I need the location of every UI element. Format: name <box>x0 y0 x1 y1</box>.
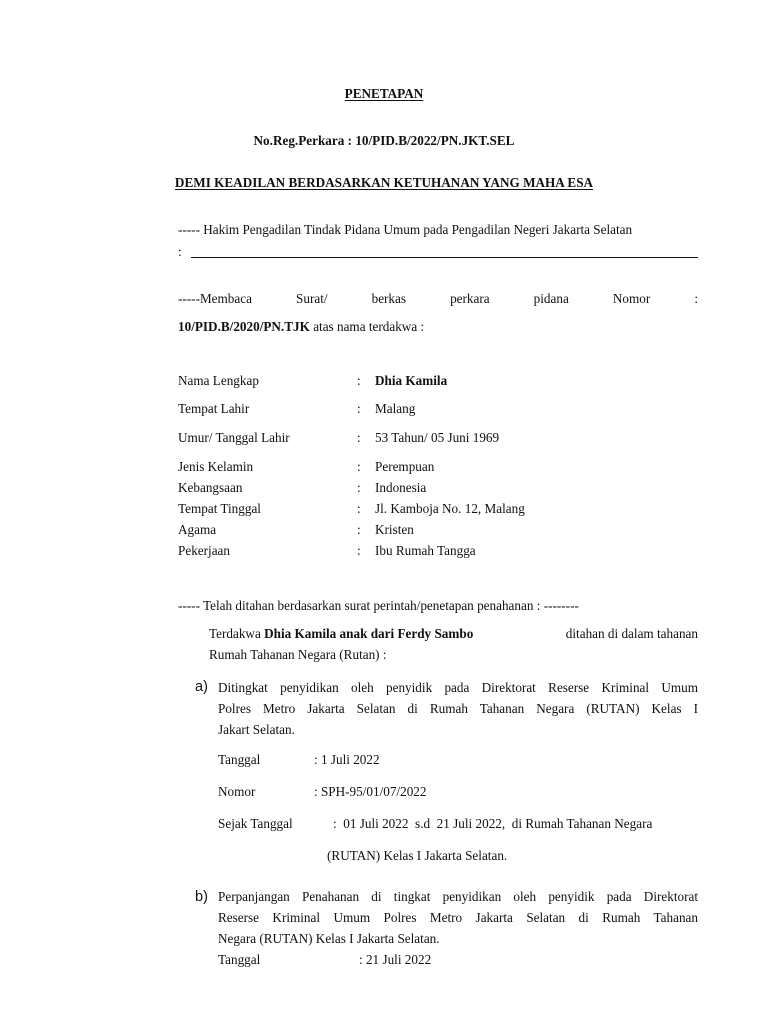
hakim-name-blank-line <box>191 257 698 258</box>
item-a-sejak-value: : 01 Juli 2022 s.d 21 Juli 2022, di Rumah Tahanan Negara <box>333 816 653 831</box>
membaca-word: Nomor <box>612 291 651 306</box>
membaca-word: pidana <box>533 291 569 306</box>
identity-label: Jenis Kelamin <box>178 459 254 474</box>
item-a-line2: Polres Metro Jakarta Selatan di Rumah Tahanan Negara (RUTAN) Kelas I <box>218 701 698 716</box>
identity-colon: : <box>357 430 361 445</box>
item-b-marker: b) <box>195 889 208 905</box>
membaca-word: Surat/ <box>296 291 328 306</box>
terdakwa-prefix-text: Terdakwa <box>209 626 265 641</box>
item-a-line1: Ditingkat penyidikan oleh penyidik pada Direktorat Reserse Kriminal Umum <box>218 680 698 695</box>
membaca-word: : <box>694 291 698 306</box>
terdakwa-line <box>209 626 698 642</box>
item-b-line3: Negara (RUTAN) Kelas I Jakarta Selatan. <box>218 931 440 946</box>
perkara-number: 10/PID.B/2020/PN.TJK <box>178 319 310 334</box>
identity-value-name: Dhia Kamila <box>375 373 448 388</box>
membaca-word: berkas <box>371 291 407 306</box>
item-a-nomor-value: : SPH-95/01/07/2022 <box>314 784 427 799</box>
identity-colon: : <box>357 401 361 416</box>
perkara-number-line <box>178 319 424 335</box>
terdakwa-suffix: ditahan di dalam tahanan <box>562 626 698 641</box>
identity-colon: : <box>357 373 361 388</box>
identity-value: 53 Tahun/ 05 Juni 1969 <box>375 430 500 445</box>
hakim-colon: : <box>178 244 182 259</box>
item-a-nomor-label: Nomor <box>218 784 256 799</box>
membaca-line <box>178 291 698 307</box>
identity-colon: : <box>357 459 361 474</box>
perkara-number-suffix: atas nama terdakwa : <box>309 319 425 334</box>
item-b-line1: Perpanjangan Penahanan di tingkat penyidikan oleh penyidik pada Direktorat <box>218 889 698 904</box>
identity-label: Kebangsaan <box>178 480 243 495</box>
identity-label: Agama <box>178 522 217 537</box>
item-a-sejak-continuation: (RUTAN) Kelas I Jakarta Selatan. <box>327 848 508 863</box>
identity-value: Indonesia <box>375 480 427 495</box>
item-a-marker: a) <box>195 679 208 695</box>
item-b-tanggal-value: : 21 Juli 2022 <box>359 952 432 967</box>
identity-label: Nama Lengkap <box>178 373 259 388</box>
identity-colon: : <box>357 543 361 558</box>
reg-perkara: No.Reg.Perkara : 10/PID.B/2022/PN.JKT.SEL <box>253 133 515 148</box>
terdakwa-prefix <box>209 626 473 642</box>
identity-colon: : <box>357 480 361 495</box>
item-b-tanggal-label: Tanggal <box>218 952 261 967</box>
identity-value: Malang <box>375 401 416 416</box>
identity-label: Tempat Lahir <box>178 401 250 416</box>
item-a-sejak-label: Sejak Tanggal <box>218 816 293 831</box>
identity-label: Pekerjaan <box>178 543 230 558</box>
identity-label: Tempat Tinggal <box>178 501 261 516</box>
identity-colon: : <box>357 522 361 537</box>
item-a-tanggal-value: : 1 Juli 2022 <box>314 752 380 767</box>
membaca-word: perkara <box>450 291 490 306</box>
demi-keadilan-heading: DEMI KEADILAN BERDASARKAN KETUHANAN YANG MAHA ESA <box>174 175 594 190</box>
item-a-line3: Jakart Selatan. <box>218 722 295 737</box>
membaca-word: -----Membaca <box>178 291 252 306</box>
identity-label: Umur/ Tanggal Lahir <box>178 430 290 445</box>
terdakwa-line2: Rumah Tahanan Negara (Rutan) : <box>209 647 387 662</box>
item-b-line2: Reserse Kriminal Umum Polres Metro Jakarta Selatan di Rumah Tahanan <box>218 910 698 925</box>
document-title: PENETAPAN <box>344 86 424 101</box>
identity-value: Ibu Rumah Tangga <box>375 543 476 558</box>
identity-colon: : <box>357 501 361 516</box>
hakim-line: ----- Hakim Pengadilan Tindak Pidana Umum pada Pengadilan Negeri Jakarta Selatan <box>178 222 633 237</box>
identity-value: Kristen <box>375 522 414 537</box>
item-a-tanggal-label: Tanggal <box>218 752 261 767</box>
identity-value: Jl. Kamboja No. 12, Malang <box>375 501 525 516</box>
ditahan-line: ----- Telah ditahan berdasarkan surat perintah/penetapan penahanan : -------- <box>178 598 579 613</box>
terdakwa-name: Dhia Kamila anak dari Ferdy Sambo <box>264 626 474 641</box>
identity-value: Perempuan <box>375 459 435 474</box>
